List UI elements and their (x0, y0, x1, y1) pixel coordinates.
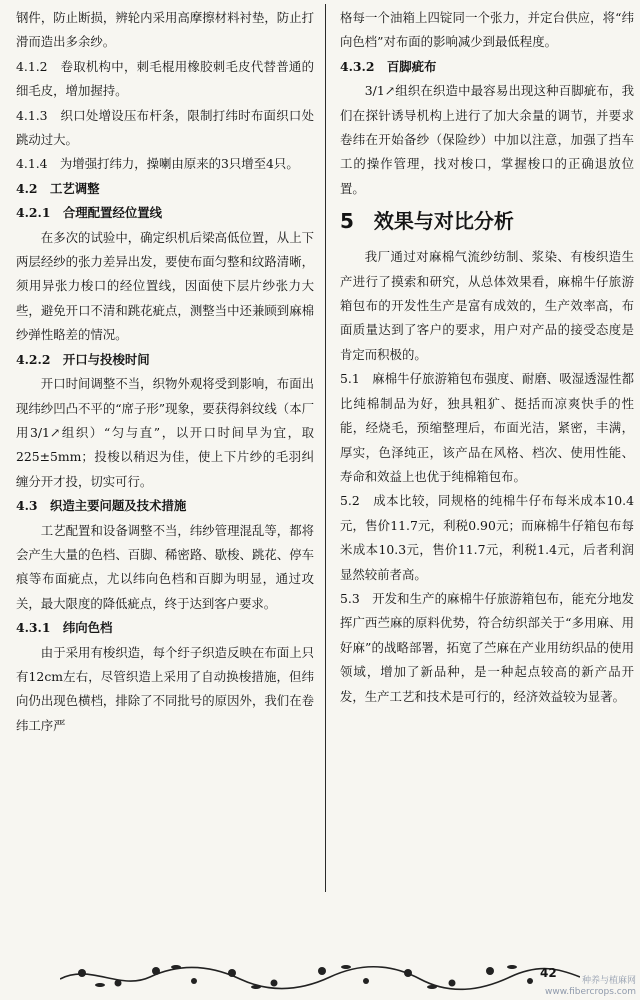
section-4-1-4: 4.1.4 为增强打纬力，操喇由原来的3只增至4只。 (16, 156, 299, 172)
paragraph-5: 我厂通过对麻棉气流纱纺制、浆染、有梭织造生产进行了摸索和研究，从总体效果看，麻棉牛仔旅游箱包布的开发性生产是富有成效的，生产效率高，布面质量达到了客户的要求，用户对产品的接受态度是肯定而积极的。 (340, 249, 634, 362)
section-4-1-3: 4.1.3 织口处增设压布杆条，限制打纬时布面织口处跳动过大。 (16, 107, 314, 148)
heading-4-2: 4.2 工艺调整 (16, 180, 100, 196)
heading-4-3: 4.3 织造主要问题及技术措施 (16, 498, 187, 514)
left-column (16, 6, 314, 738)
paragraph-4-3-2: 3/1↗组织在织造中最容易出现这种百脚疵布，我们在探针诱导机构上进行了加大余量的调节，并要求卷纬在开始备纱（保险纱）中加以注意，加强了挡车工的操作管理，找对梭口，掌握梭口的正确退放位置。 (340, 83, 634, 196)
site-watermark (545, 976, 636, 998)
page-number: 42 (540, 966, 557, 980)
paragraph-4-2-2: 开口时间调整不当，织物外观将受到影响，布面出现纬纱凹凸不平的“席子形”现象，要获得斜纹线（本厂用3/1↗组织）“匀与直”，以开口时间早为宜，取225±5mm；投梭以稍迟为佳，使上下片纱的毛羽纠缠分开才投，切实可行。 (16, 376, 314, 489)
paragraph-4-3: 工艺配置和设备调整不当，纬纱管理混乱等，都将会产生大量的色档、百脚、稀密路、歇梭、跳花、停车痕等布面疵点，尤以纬向色档和百脚为明显，通过攻关，最大限度的降低疵点，终于达到客户要求。 (16, 522, 314, 611)
section-5-2: 5.2 成本比较，同规格的纯棉牛仔布每米成本10.4元，售价11.7元，利税0.90元；而麻棉牛仔箱包布每米成本10.3元，售价11.7元，利税1.4元，后者利润显然较前者高。 (340, 493, 634, 582)
section-4-1-2: 4.1.2 卷取机构中，刺毛棍用橡胶刺毛皮代替普通的细毛皮，增加握持。 (16, 58, 314, 99)
section-5-3: 5.3 开发和生产的麻棉牛仔旅游箱包布，能充分地发挥广西苎麻的原料优势，符合纺织部关于“多用麻、用好麻”的战略部署，拓宽了苎麻在产业用纺织品的使用领域，增加了新品种，是一种起点较高的新产品开发，生产工艺和技术是可行的，经济效益较为显著。 (340, 590, 634, 704)
floral-vine-ornament (60, 955, 580, 995)
heading-4-3-1: 4.3.1 纬向色档 (16, 620, 113, 636)
heading-section-5: 5 效果与对比分析 (340, 209, 514, 234)
heading-4-3-2: 4.3.2 百脚疵布 (340, 58, 437, 74)
section-5-1: 5.1 麻棉牛仔旅游箱包布强度、耐磨、吸湿透湿性都比纯棉制品为好，独具粗犷、挺括而凉爽快手的性能，经烧毛，预缩整理后，布面光洁，紧密，丰满，厚实，色泽纯正，该产品在风格、档次、使用性能、寿命和效益上也优于纯棉箱包布。 (340, 371, 634, 484)
paragraph-continued-right: 格每一个油箱上四锭同一个张力，并定台供应，将“纬向色档”对布面的影响减少到最低程度。 (340, 10, 634, 50)
paragraph-4-2-1: 在多次的试验中，确定织机后梁高低位置，从上下两层经纱的张力差异出发，要使布面匀整和纹路清晰，须用异张力梭口的经位置线，因面使下层片纱张力大些，避免开口不清和跳花疵点，测整当中还兼顾到麻棉纱弹性略差的情况。 (16, 229, 314, 343)
paragraph-4-3-1: 由于采用有梭织造，每个纡子织造反映在布面上只有12cm左右，尽管织造上采用了自动换梭措施，但纬向仍出现色横档，排除了不同批号的原因外，我们在卷纬工序严 (16, 644, 314, 733)
watermark-url: www.fibercrops.com (545, 987, 636, 997)
heading-4-2-2: 4.2.2 开口与投梭时间 (16, 351, 150, 367)
paragraph-continued: 钢件，防止断损，辨轮内采用高摩擦材料衬垫，防止打滑而造出多余纱。 (16, 10, 314, 50)
right-column (340, 6, 634, 709)
column-divider (325, 4, 326, 892)
heading-4-2-1: 4.2.1 合理配置经位置线 (16, 205, 163, 221)
watermark-site-name: 种养与植麻网 (581, 976, 636, 986)
